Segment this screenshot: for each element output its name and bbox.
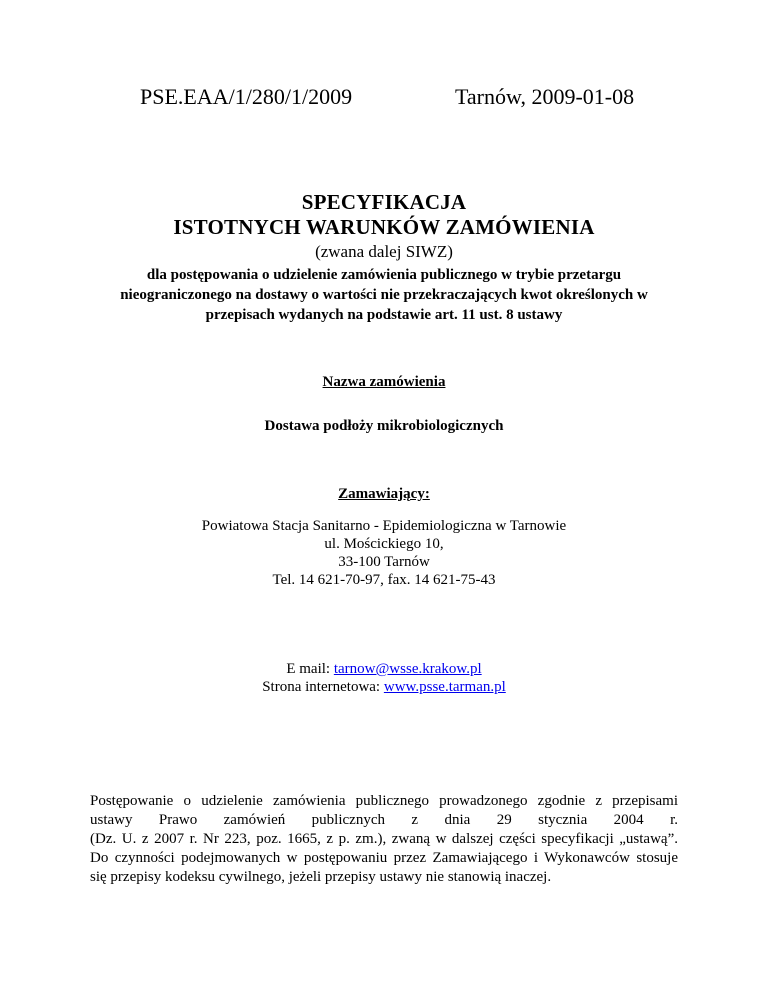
document-title xyxy=(0,190,768,263)
website-label: Strona internetowa: xyxy=(262,679,384,695)
body-line: ustawy Prawo zamówień publicznych z dnia 29 stycznia 2004 r. xyxy=(90,812,678,828)
body-line: Postępowanie o udzielenie zamówienia publicznego prowadzonego zgodnie z przepisami xyxy=(90,793,678,809)
procedure-line: nieograniczonego na dostawy o wartości nie przekraczających kwot określonych w xyxy=(120,287,648,303)
email-link[interactable]: tarnow@wsse.krakow.pl xyxy=(333,661,482,677)
order-name-value: Dostawa podłoży mikrobiologicznych xyxy=(264,418,504,434)
title-subtitle: (zwana dalej SIWZ) xyxy=(315,242,453,261)
contracting-authority-heading: Zamawiający: xyxy=(338,486,430,502)
order-name-heading: Nazwa zamówienia xyxy=(322,374,446,390)
authority-phone-fax: Tel. 14 621-70-97, fax. 14 621-75-43 xyxy=(272,572,496,588)
procedure-description xyxy=(90,265,678,325)
contracting-authority-address xyxy=(0,517,768,589)
place-and-date: Tarnów, 2009-01-08 xyxy=(455,84,635,109)
email-line xyxy=(0,660,768,678)
body-line: (Dz. U. z 2007 r. Nr 223, poz. 1665, z p. zm.), zwaną w dalszej części specyfikacji „ustawą”. xyxy=(90,831,678,847)
title-line-2: ISTOTNYCH WARUNKÓW ZAMÓWIENIA xyxy=(173,215,595,239)
authority-street: ul. Mościckiego 10, xyxy=(324,536,444,552)
email-label: E mail: xyxy=(286,661,334,677)
body-line: Do czynności podejmowanych w postępowaniu przez Zamawiającego i Wykonawców stosuje xyxy=(90,850,678,866)
procedure-line: dla postępowania o udzielenie zamówienia publicznego w trybie przetargu xyxy=(146,267,622,283)
authority-city: 33-100 Tarnów xyxy=(338,554,430,570)
body-paragraph xyxy=(90,792,678,887)
website-line xyxy=(0,678,768,696)
authority-name: Powiatowa Stacja Sanitarno - Epidemiologiczna w Tarnowie xyxy=(201,518,567,534)
reference-number: PSE.EAA/1/280/1/2009 xyxy=(140,84,353,109)
contact-block xyxy=(0,660,768,696)
procedure-line: przepisach wydanych na podstawie art. 11 ust. 8 ustawy xyxy=(205,307,563,323)
website-link[interactable]: www.psse.tarman.pl xyxy=(383,679,506,695)
body-line: się przepisy kodeksu cywilnego, jeżeli przepisy ustawy nie stanowią inaczej. xyxy=(90,869,552,885)
title-line-1: SPECYFIKACJA xyxy=(301,190,467,214)
